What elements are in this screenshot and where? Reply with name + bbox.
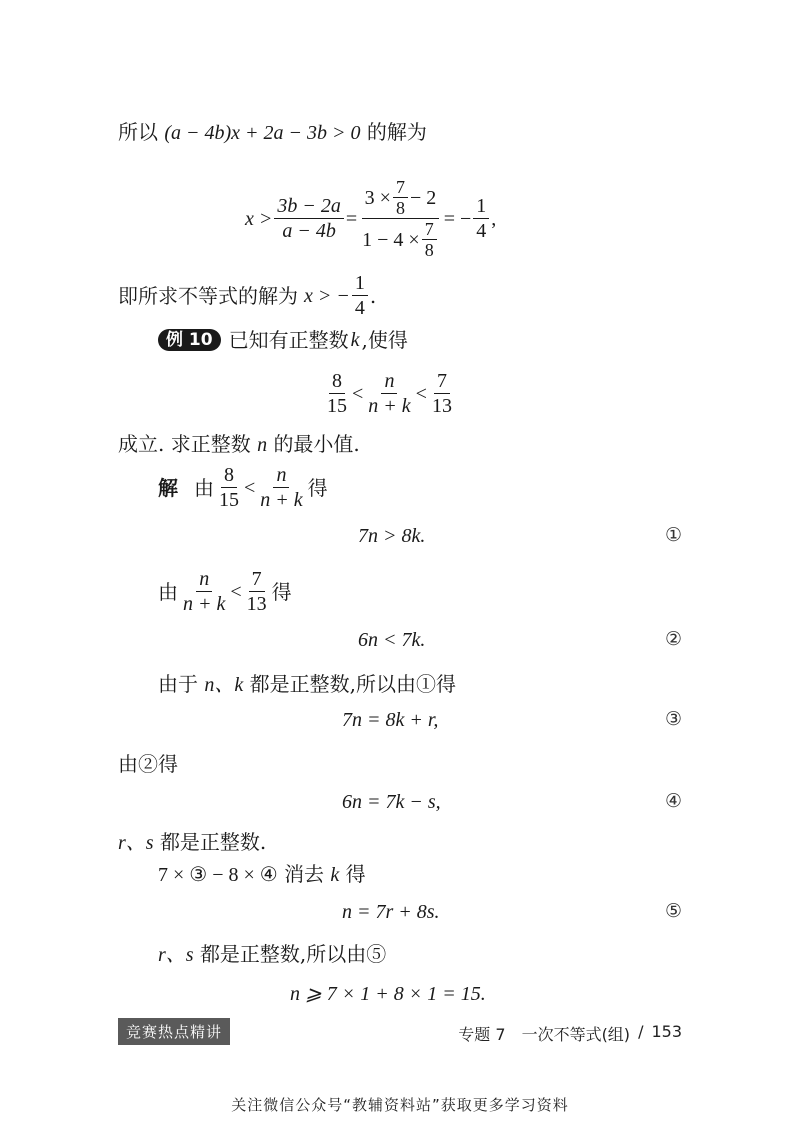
- text-line-16: [158, 862, 366, 887]
- eq1-f2-den-fn: 7: [422, 220, 437, 240]
- ineq-fraction-2: [365, 370, 413, 417]
- eq1-equals: =: [345, 207, 358, 230]
- equation-2: 6n < 7k.: [358, 629, 426, 651]
- eq1-f2-den-fd: 8: [424, 240, 434, 260]
- equation-2-label: ②: [664, 628, 682, 650]
- example-badge: 例 10: [158, 329, 221, 351]
- l3-fraction: [352, 272, 368, 319]
- ineq-lt-2: <: [415, 382, 427, 405]
- l15-vars: r、s: [118, 832, 154, 854]
- eq1-f2-den: [359, 219, 442, 259]
- eq1-fraction-2: [359, 178, 442, 259]
- l16-text-b: 得: [345, 862, 366, 886]
- l9-f1-num: n: [196, 568, 212, 592]
- l3-end: .: [369, 283, 377, 308]
- equation-3-label: ③: [664, 708, 682, 730]
- l6-text-a: 成立. 求正整数: [118, 432, 251, 456]
- example-10-heading: [158, 328, 408, 352]
- ineq-f2-num: n: [381, 370, 397, 394]
- text-line-9: [158, 568, 292, 615]
- ineq-f1-num: 8: [329, 370, 345, 394]
- eq1-equals-neg: = −: [443, 207, 472, 230]
- ineq-f3-den: 13: [431, 395, 452, 417]
- eq1-f2-num-fn: 7: [393, 178, 408, 198]
- l9-fraction-1: [180, 568, 228, 615]
- eq1-f1-num: 3b − 2a: [274, 195, 344, 219]
- ex-text-b: ,使得: [361, 328, 408, 352]
- equation-inequality: [322, 370, 457, 417]
- equation-4: 6n = 7k − s,: [342, 791, 441, 813]
- equation-solution: [245, 178, 496, 259]
- ineq-f1-den: 15: [327, 395, 347, 417]
- l15-text: 都是正整数.: [159, 830, 267, 854]
- ineq-f3-num: 7: [434, 370, 450, 394]
- l6-var: n: [257, 434, 268, 456]
- eq1-f2-den-frac: [422, 220, 437, 259]
- text-line-11: [158, 672, 456, 697]
- l1-expression: (a − 4b)x + 2a − 3b > 0: [164, 122, 361, 144]
- equation-4-label: ④: [664, 790, 682, 812]
- sol-f2-num: n: [273, 464, 289, 488]
- sol-f1-den: 15: [219, 489, 239, 511]
- equation-1-label: ①: [664, 524, 682, 546]
- footer-section-tag: 竞赛热点精讲: [118, 1018, 230, 1045]
- sol-f2-den: n + k: [260, 489, 303, 511]
- sol-fraction-1: [216, 464, 242, 511]
- ex-var-k: k: [350, 329, 360, 351]
- eq1-f2-num-pre: 3 ×: [364, 186, 391, 209]
- eq1-end: ,: [491, 207, 497, 230]
- sol-f1-num: 8: [221, 464, 237, 488]
- ineq-fraction-1: [324, 370, 350, 417]
- l16-text-a: 消去: [284, 862, 325, 886]
- solution-label: 解: [158, 475, 178, 500]
- eq1-f2-den-pre: 1 − 4 ×: [362, 228, 420, 251]
- l9-f1-den: n + k: [183, 593, 226, 615]
- eq1-f2-num-fd: 8: [395, 198, 405, 218]
- l18-text: 都是正整数,所以由⑤: [199, 942, 387, 966]
- ex-text-a: 已知有正整数: [228, 328, 349, 352]
- equation-1: 7n > 8k.: [358, 525, 426, 547]
- sol-de: 得: [307, 475, 328, 500]
- footer-separator: /: [638, 1022, 644, 1041]
- ineq-fraction-3: [429, 370, 455, 417]
- footer-chapter: 专题 7 一次不等式(组): [458, 1025, 631, 1044]
- l9-de: 得: [271, 579, 292, 604]
- ineq-lt-1: <: [352, 382, 364, 405]
- eq1-f1-den: a − 4b: [282, 220, 336, 242]
- l18-vars: r、s: [158, 944, 194, 966]
- sol-lt: <: [244, 476, 256, 499]
- equation-5: n = 7r + 8s.: [342, 901, 440, 923]
- l3-text: 即所求不等式的解为: [118, 283, 298, 308]
- text-line-13: 由②得: [118, 752, 178, 776]
- l16-expr: 7 × ③ − 8 × ④: [158, 864, 278, 886]
- eq1-fraction-1: [274, 195, 344, 242]
- sol-fraction-2: [257, 464, 305, 511]
- eq1-lhs: x >: [245, 207, 273, 230]
- l1-suffix: 的解为: [366, 120, 427, 144]
- equation-3: 7n = 8k + r,: [342, 709, 439, 731]
- l9-f2-den: 13: [246, 593, 267, 615]
- eq1-f3-num: 1: [473, 195, 489, 219]
- footer-page-info: [458, 1022, 682, 1045]
- text-line-1: [118, 120, 427, 145]
- equation-final: n ⩾ 7 × 1 + 8 × 1 = 15.: [290, 983, 486, 1005]
- l3-expr: x > −: [304, 284, 350, 307]
- eq1-f2-num-frac: [393, 178, 408, 217]
- sol-from: 由: [194, 475, 214, 500]
- text-line-15: [118, 830, 266, 855]
- eq1-f2-num: [362, 178, 440, 219]
- text-line-3: [118, 272, 376, 319]
- eq1-fraction-3: [473, 195, 489, 242]
- l9-from: 由: [158, 579, 178, 604]
- solution-line: [158, 464, 328, 511]
- eq1-f2-num-post: − 2: [409, 186, 437, 209]
- ineq-f2-den: n + k: [368, 395, 411, 417]
- watermark-text: 关注微信公众号“教辅资料站”获取更多学习资料: [231, 1096, 569, 1114]
- text-line-6: [118, 432, 360, 457]
- l9-f2-num: 7: [249, 568, 265, 592]
- l11-vars: n、k: [204, 674, 244, 696]
- l1-prefix: 所以: [118, 120, 158, 144]
- text-line-18: [158, 942, 386, 967]
- footer-page-number: 153: [651, 1022, 682, 1041]
- l16-var: k: [330, 864, 340, 886]
- l9-lt: <: [230, 580, 242, 603]
- l3-f-num: 1: [352, 272, 368, 296]
- l11-text-b: 都是正整数,所以由①得: [249, 672, 456, 696]
- equation-5-label: ⑤: [664, 900, 682, 922]
- l3-f-den: 4: [354, 297, 365, 319]
- eq1-f3-den: 4: [476, 220, 487, 242]
- l11-text-a: 由于: [158, 672, 198, 696]
- l9-fraction-2: [244, 568, 270, 615]
- l6-text-b: 的最小值.: [273, 432, 360, 456]
